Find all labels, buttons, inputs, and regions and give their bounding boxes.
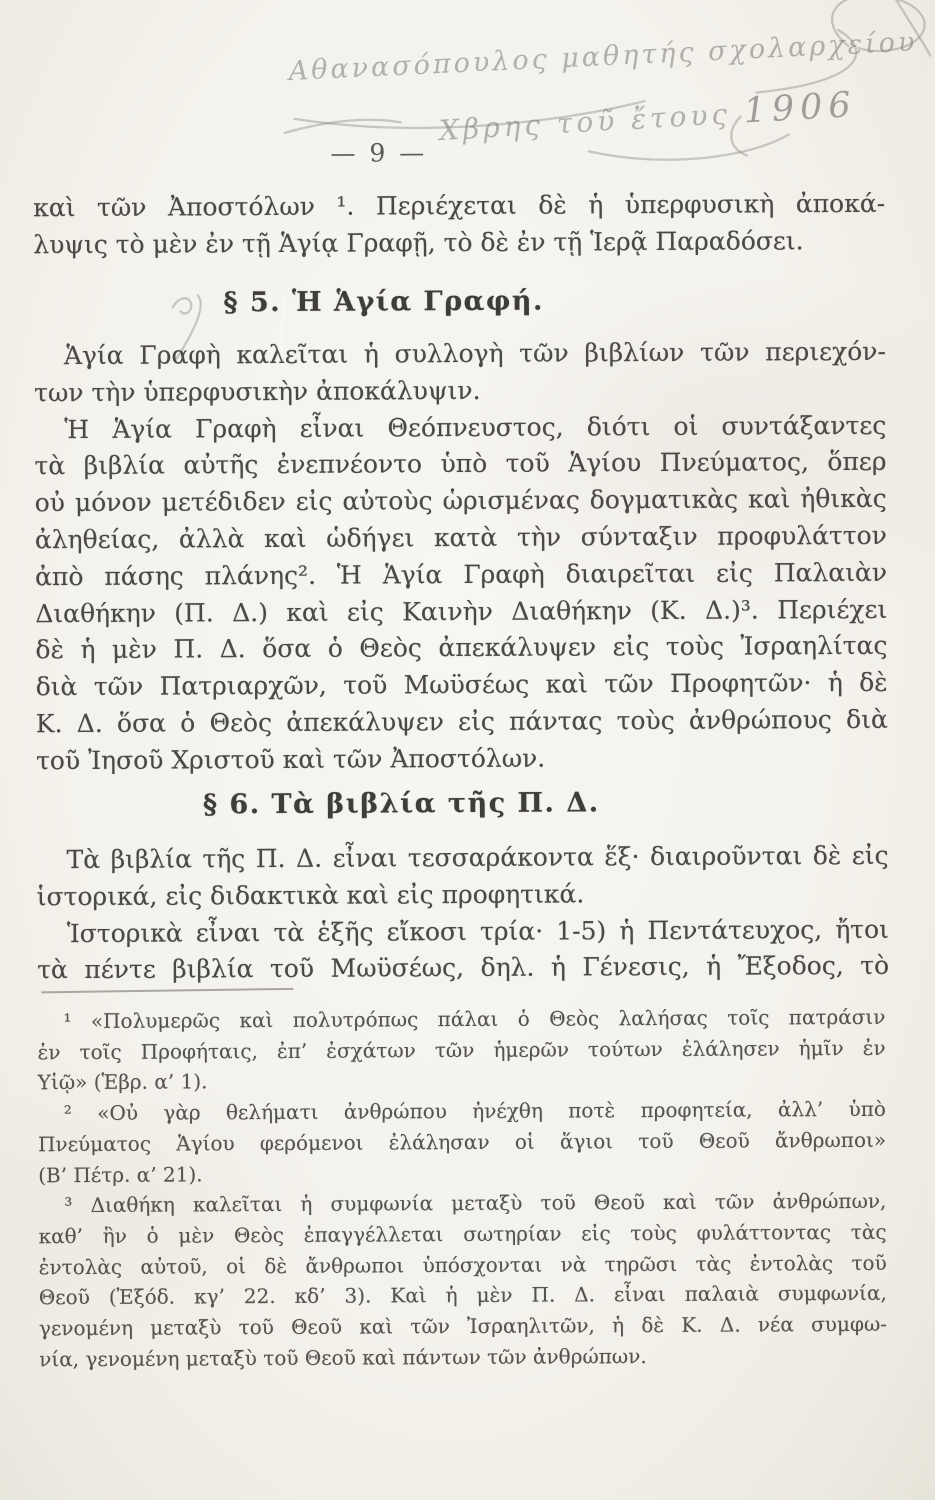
footnote-line: Θεοῦ (Ἐξόδ. κγ’ 22. κδ’ 3). Καὶ ἡ μὲν Π. Δ. εἶναι παλαιὰ συμφωνία, xyxy=(38,1281,887,1310)
section-5-body xyxy=(34,334,888,780)
handwritten-annotation-date xyxy=(438,85,858,149)
footnote-line: ³ Διαθήκη καλεῖται ἡ συμφωνία μεταξὺ τοῦ Θεοῦ καὶ τῶν ἀνθρώπων, xyxy=(64,1189,887,1218)
text-line: δὲ ἡ μὲν Π. Δ. ὅσα ὁ Θεὸς ἀπεκάλυψεν εἰς τοὺς Ἰσραηλίτας xyxy=(35,631,888,665)
handwritten-date-text: Χβρης τοῦ ἔτους xyxy=(438,97,732,148)
footnote-line: καθ’ ἣν ὁ μὲν Θεὸς ἐπαγγέλλεται σωτηρίαν εἰς τοὺς φυλάττοντας τὰς xyxy=(38,1219,887,1249)
footnote-line: Πνεύματος Ἁγίου φερόμενοι ἐλάλησαν οἱ ἅγιοι τοῦ Θεοῦ ἄνθρωποι» xyxy=(37,1127,887,1157)
footnote-line: (Β’ Πέτρ. α’ 21). xyxy=(38,1161,203,1187)
section-heading-5: § 5. Ἡ Ἁγία Γραφή. xyxy=(223,285,544,319)
footnote-line: Υἱῷ» (Ἑβρ. α’ 1). xyxy=(37,1069,208,1095)
text-line: Διαθήκην (Π. Δ.) καὶ εἰς Καινὴν Διαθήκην (Κ. Δ.)³. Περιέχει xyxy=(35,594,888,628)
text-line: ἀπὸ πάσης πλάνης². Ἡ Ἁγία Γραφὴ διαιρεῖται εἰς Παλαιὰν xyxy=(35,557,888,592)
text-line: Τὰ βιβλία τῆς Π. Δ. εἶναι τεσσαράκοντα ἕξ· διαιροῦνται δὲ εἰς xyxy=(66,840,889,875)
footnote-line: ἐν τοῖς Προφήταις, ἐπ’ ἐσχάτων τῶν ἡμερῶν τούτων ἐλάλησεν ἡμῖν ἐν xyxy=(37,1035,886,1064)
footnote-line: ἐντολὰς αὐτοῦ, οἱ δὲ ἄνθρωποι ὑπόσχονται νὰ τηρῶσι τὰς ἐντολὰς τοῦ xyxy=(38,1250,887,1279)
text-line: λυψις τὸ μὲν ἐν τῇ Ἁγίᾳ Γραφῇ, τὸ δὲ ἐν τῇ Ἱερᾷ Παραδόσει. xyxy=(33,226,804,260)
footnote-line: ² «Οὐ γὰρ θελήματι ἀνθρώπου ἠνέχθη ποτὲ προφητεία, ἀλλ’ ὑπὸ xyxy=(63,1096,886,1126)
text-line: Ἡ Ἁγία Γραφὴ εἶναι Θεόπνευστος, διότι οἱ συντάξαντες xyxy=(64,410,887,444)
text-line: τὰ πέντε βιβλία τοῦ Μωϋσέως, δηλ. ἡ Γένεσις, ἡ Ἔξοδος, τὸ xyxy=(37,951,890,985)
section-6-body xyxy=(36,838,889,990)
footnote-line: ¹ «Πολυμερῶς καὶ πολυτρόπως πάλαι ὁ Θεὸς λαλήσας τοῖς πατράσιν xyxy=(63,1004,886,1034)
text-line: διὰ τῶν Πατριαρχῶν, τοῦ Μωϋσέως καὶ τῶν Προφητῶν· ἡ δὲ xyxy=(35,667,888,702)
footnote-line: νία, γενομένη μεταξὺ τοῦ Θεοῦ καὶ πάντων τῶν ἀνθρώπων. xyxy=(39,1343,647,1371)
footnotes xyxy=(37,1002,887,1375)
text-line: ἀληθείας, ἀλλὰ καὶ ὡδήγει κατὰ τὴν σύνταξιν προφυλάττον xyxy=(34,520,887,555)
text-line: τοῦ Ἰησοῦ Χριστοῦ καὶ τῶν Ἀποστόλων. xyxy=(35,743,546,776)
section-heading-6: § 6. Τὰ βιβλία τῆς Π. Δ. xyxy=(202,787,600,821)
text-line: καὶ τῶν Ἀποστόλων ¹. Περιέχεται δὲ ἡ ὑπερφυσικὴ ἀποκά- xyxy=(33,188,886,223)
text-line: οὐ μόνον μετέδιδεν εἰς αὐτοὺς ὡρισμένας δογματικὰς καὶ ἠθικὰς xyxy=(34,483,887,518)
text-line: τὰ βιβλία αὐτῆς ἐνεπνέοντο ὑπὸ τοῦ Ἁγίου Πνεύματος, ὅπερ xyxy=(34,447,887,481)
text-line: Ἁγία Γραφὴ καλεῖται ἡ συλλογὴ τῶν βιβλίων τῶν περιεχόν- xyxy=(63,336,886,371)
text-line: ἱστορικά, εἰς διδακτικὰ καὶ εἰς προφητικά. xyxy=(36,879,585,912)
page-number: — 9 — xyxy=(330,138,428,168)
text-line: Κ. Δ. ὅσα ὁ Θεὸς ἀπεκάλυψεν εἰς πάντας τοὺς ἀνθρώπους διὰ xyxy=(35,704,888,739)
text-line: των τὴν ὑπερφυσικὴν ἀποκάλυψιν. xyxy=(34,375,481,408)
paragraph-continuation xyxy=(33,186,885,264)
handwritten-year: 1906 xyxy=(742,85,858,132)
handwritten-annotation-owner: Αθανασόπουλος μαθητής σχολαρχείου xyxy=(287,26,918,88)
footnote-line: γενομένη μεταξὺ τοῦ Θεοῦ καὶ τῶν Ἰσραηλιτῶν, ἡ δὲ Κ. Δ. νέα συμφω- xyxy=(38,1311,888,1341)
text-line: Ἱστορικὰ εἶναι τὰ ἑξῆς εἴκοσι τρία· 1-5) ἡ Πεντάτευχος, ἤτοι xyxy=(66,914,890,948)
